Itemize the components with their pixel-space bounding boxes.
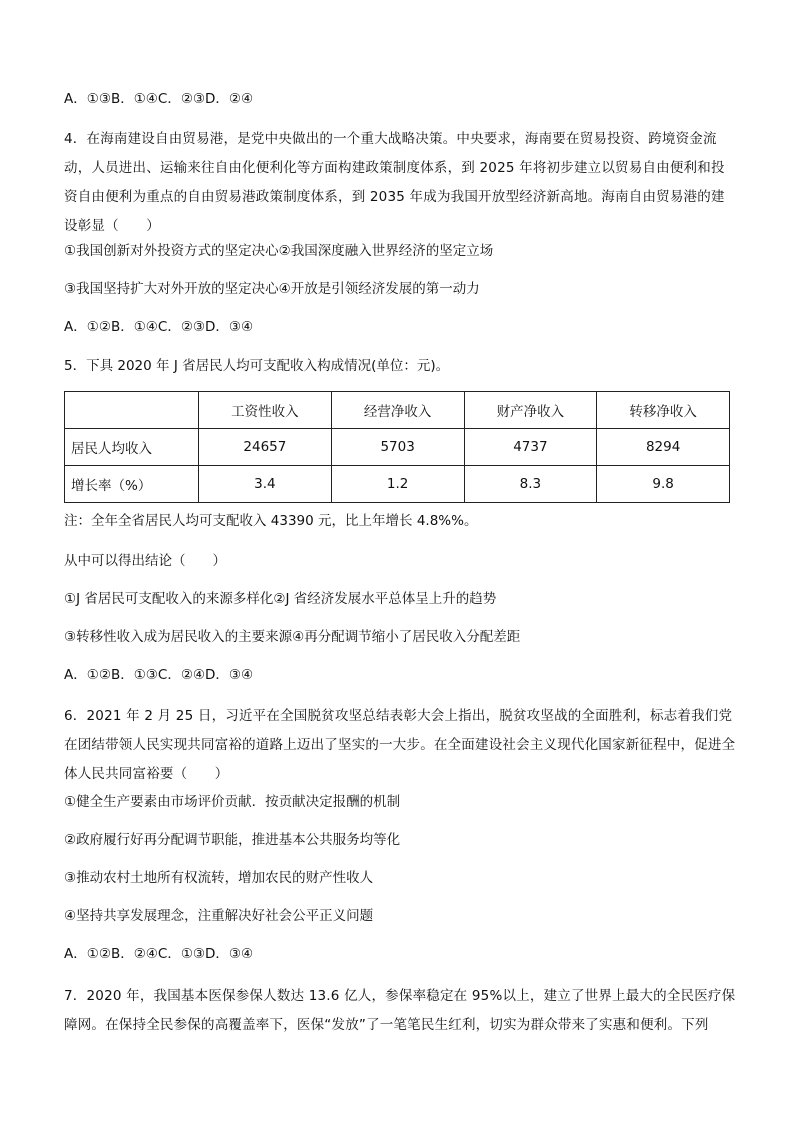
table-cell: 8.3 (464, 466, 597, 503)
table-row-label: 增长率（%） (65, 466, 199, 503)
q5-stem: 5．下具 2020 年 J 省居民人均可支配收入构成情况(单位：元)。 (64, 358, 450, 374)
q4-stem: 4．在海南建设自由贸易港，是党中央做出的一个重大战略决策。中央要求，海南要在贸易投资、跨境资金流动，人员进出、运输来往自由化便利化等方面构建政策制度体系，到 2025 年将初步建立以贸易自由便利和投资自由便利为重点的自由贸易港政策制度体系，到 2035 年成为我国开放型经济新高地。海南自由贸易港的建设彰显（ ） (64, 131, 725, 234)
q4-item-2: ③我国坚持扩大对外开放的坚定决心④开放是引领经济发展的第一动力 (64, 281, 480, 297)
table-row (65, 466, 730, 503)
table-header-cell: 转移净收入 (597, 392, 730, 429)
table-cell: 1.2 (331, 466, 464, 503)
q6-options: A．①②B．②④C．①③D．③④ (64, 946, 254, 962)
q3-options: A．①③B．①④C．②③D．②④ (64, 91, 254, 107)
q4-item-1: ①我国创新对外投资方式的坚定决心②我国深度融入世界经济的坚定立场 (64, 243, 494, 259)
q5-item-1: ①J 省居民可支配收入的来源多样化②J 省经济发展水平总体呈上升的趋势 (64, 591, 497, 607)
table-cell: 3.4 (199, 466, 332, 503)
table-cell: 5703 (331, 429, 464, 466)
table-row (65, 429, 730, 466)
q6-item-4: ④坚持共享发展理念，注重解决好社会公平正义问题 (64, 908, 374, 924)
table-row-label: 居民人均收入 (65, 429, 199, 466)
table-cell: 8294 (597, 429, 730, 466)
q6-stem: 6．2021 年 2 月 25 日，习近平在全国脱贫攻坚总结表彰大会上指出，脱贫攻坚战的全面胜利，标志着我们党在团结带领人民实现共同富裕的道路上迈出了坚实的一大步。在全面建设社会主义现代化国家新征程中，促进全体人民共同富裕要（ ） (64, 708, 736, 782)
q5-note: 注：全年全省居民人均可支配收入 43390 元，比上年增长 4.8%%。 (64, 513, 478, 529)
table-header-cell: 经营净收入 (331, 392, 464, 429)
table-cell: 4737 (464, 429, 597, 466)
table-header-cell (65, 392, 199, 429)
q4-options: A．①②B．①④C．②③D．③④ (64, 319, 254, 335)
q7-stem: 7．2020 年，我国基本医保参保人数达 13.6 亿人，参保率稳定在 95%以上，建立了世界上最大的全民医疗保障网。在保持全民参保的高覆盖率下，医保“发放”了一笔笔民生红利，切实为群众带来了实惠和便利。下列 (64, 988, 736, 1033)
q5-options: A．①②B．①③C．②④D．③④ (64, 667, 254, 683)
q6-item-2: ②政府履行好再分配调节职能，推进基本公共服务均等化 (64, 832, 401, 848)
q6-item-3: ③推动农村土地所有权流转，增加农民的财产性收人 (64, 870, 374, 886)
q5-item-2: ③转移性收入成为居民收入的主要来源④再分配调节缩小了居民收入分配差距 (64, 629, 521, 645)
table-header-cell: 财产净收入 (464, 392, 597, 429)
q5-prompt: 从中可以得出结论（ ） (64, 553, 226, 569)
table-header-row (65, 392, 730, 429)
table-cell: 9.8 (597, 466, 730, 503)
table-header-cell: 工资性收入 (199, 392, 332, 429)
income-table (64, 391, 730, 503)
table-cell: 24657 (199, 429, 332, 466)
q6-item-1: ①健全生产要素由市场评价贡献．按贡献决定报酬的机制 (64, 794, 401, 810)
